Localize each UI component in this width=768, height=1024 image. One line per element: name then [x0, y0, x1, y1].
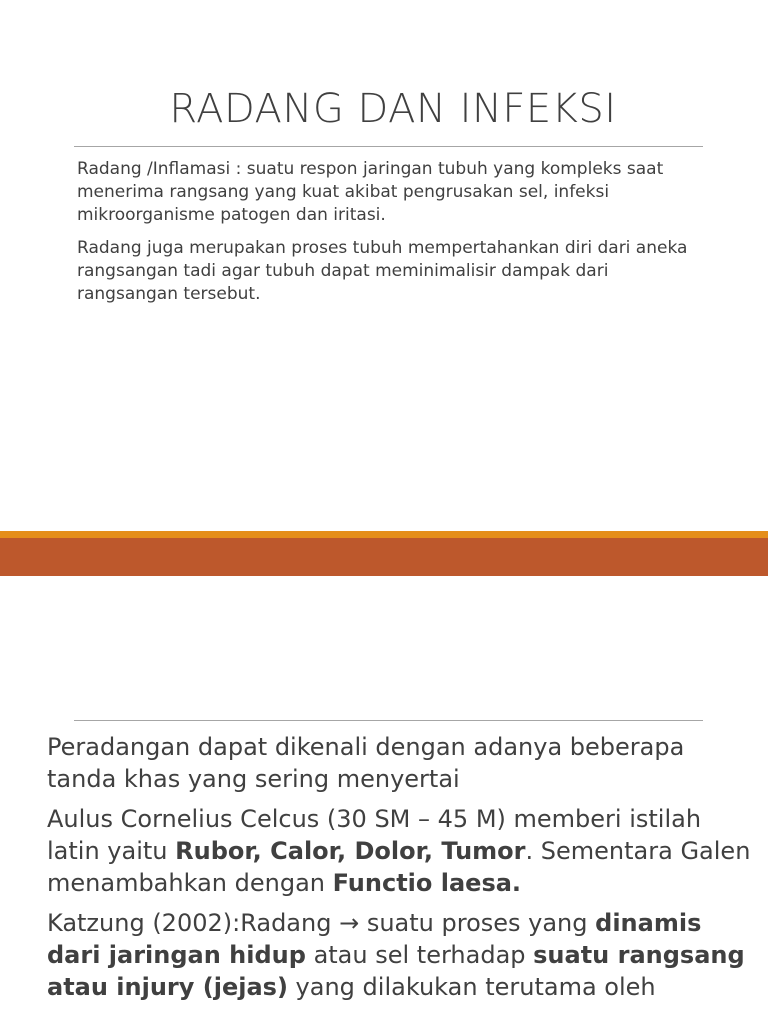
- slide-1-body: [77, 158, 707, 316]
- arrow-icon: →: [339, 909, 360, 937]
- slide-2-body: [47, 731, 757, 1011]
- divider-accent-stripe: [0, 531, 768, 538]
- definition-paragraph: Radang /Inflamasi : suatu respon jaringan tubuh yang kompleks saat menerima rangsang yang kuat akibat pengrusakan sel, infeksi mikroorganisme patogen dan iritasi.: [77, 159, 664, 225]
- katzung-paragraph: Katzung (2002):Radang → suatu proses yang dinamis dari jaringan hidup atau sel terhadap suatu rangsang atau injury (jejas) yang dilakukan terutama oleh: [47, 909, 745, 1001]
- celcus-paragraph: Aulus Cornelius Celcus (30 SM – 45 M) memberi istilah latin yaitu Rubor, Calor, Dolor, Tumor. Sementara Galen menambahkan dengan Functio laesa.: [47, 805, 751, 897]
- divider-band: [0, 538, 768, 576]
- slide-2-title-rule: [74, 720, 703, 721]
- title-rule: [74, 146, 703, 147]
- slide-title: RADANG DAN INFEKSI: [169, 86, 617, 132]
- cardinal-signs: Rubor, Calor, Dolor, Tumor: [175, 837, 526, 865]
- defense-paragraph: Radang juga merupakan proses tubuh mempertahankan diri dari aneka rangsangan tadi agar tubuh dapat meminimalisir dampak dari rangsangan tersebut.: [77, 238, 688, 304]
- signs-paragraph: Peradangan dapat dikenali dengan adanya beberapa tanda khas yang sering menyertai: [47, 733, 685, 793]
- functio-laesa: Functio laesa.: [332, 869, 522, 897]
